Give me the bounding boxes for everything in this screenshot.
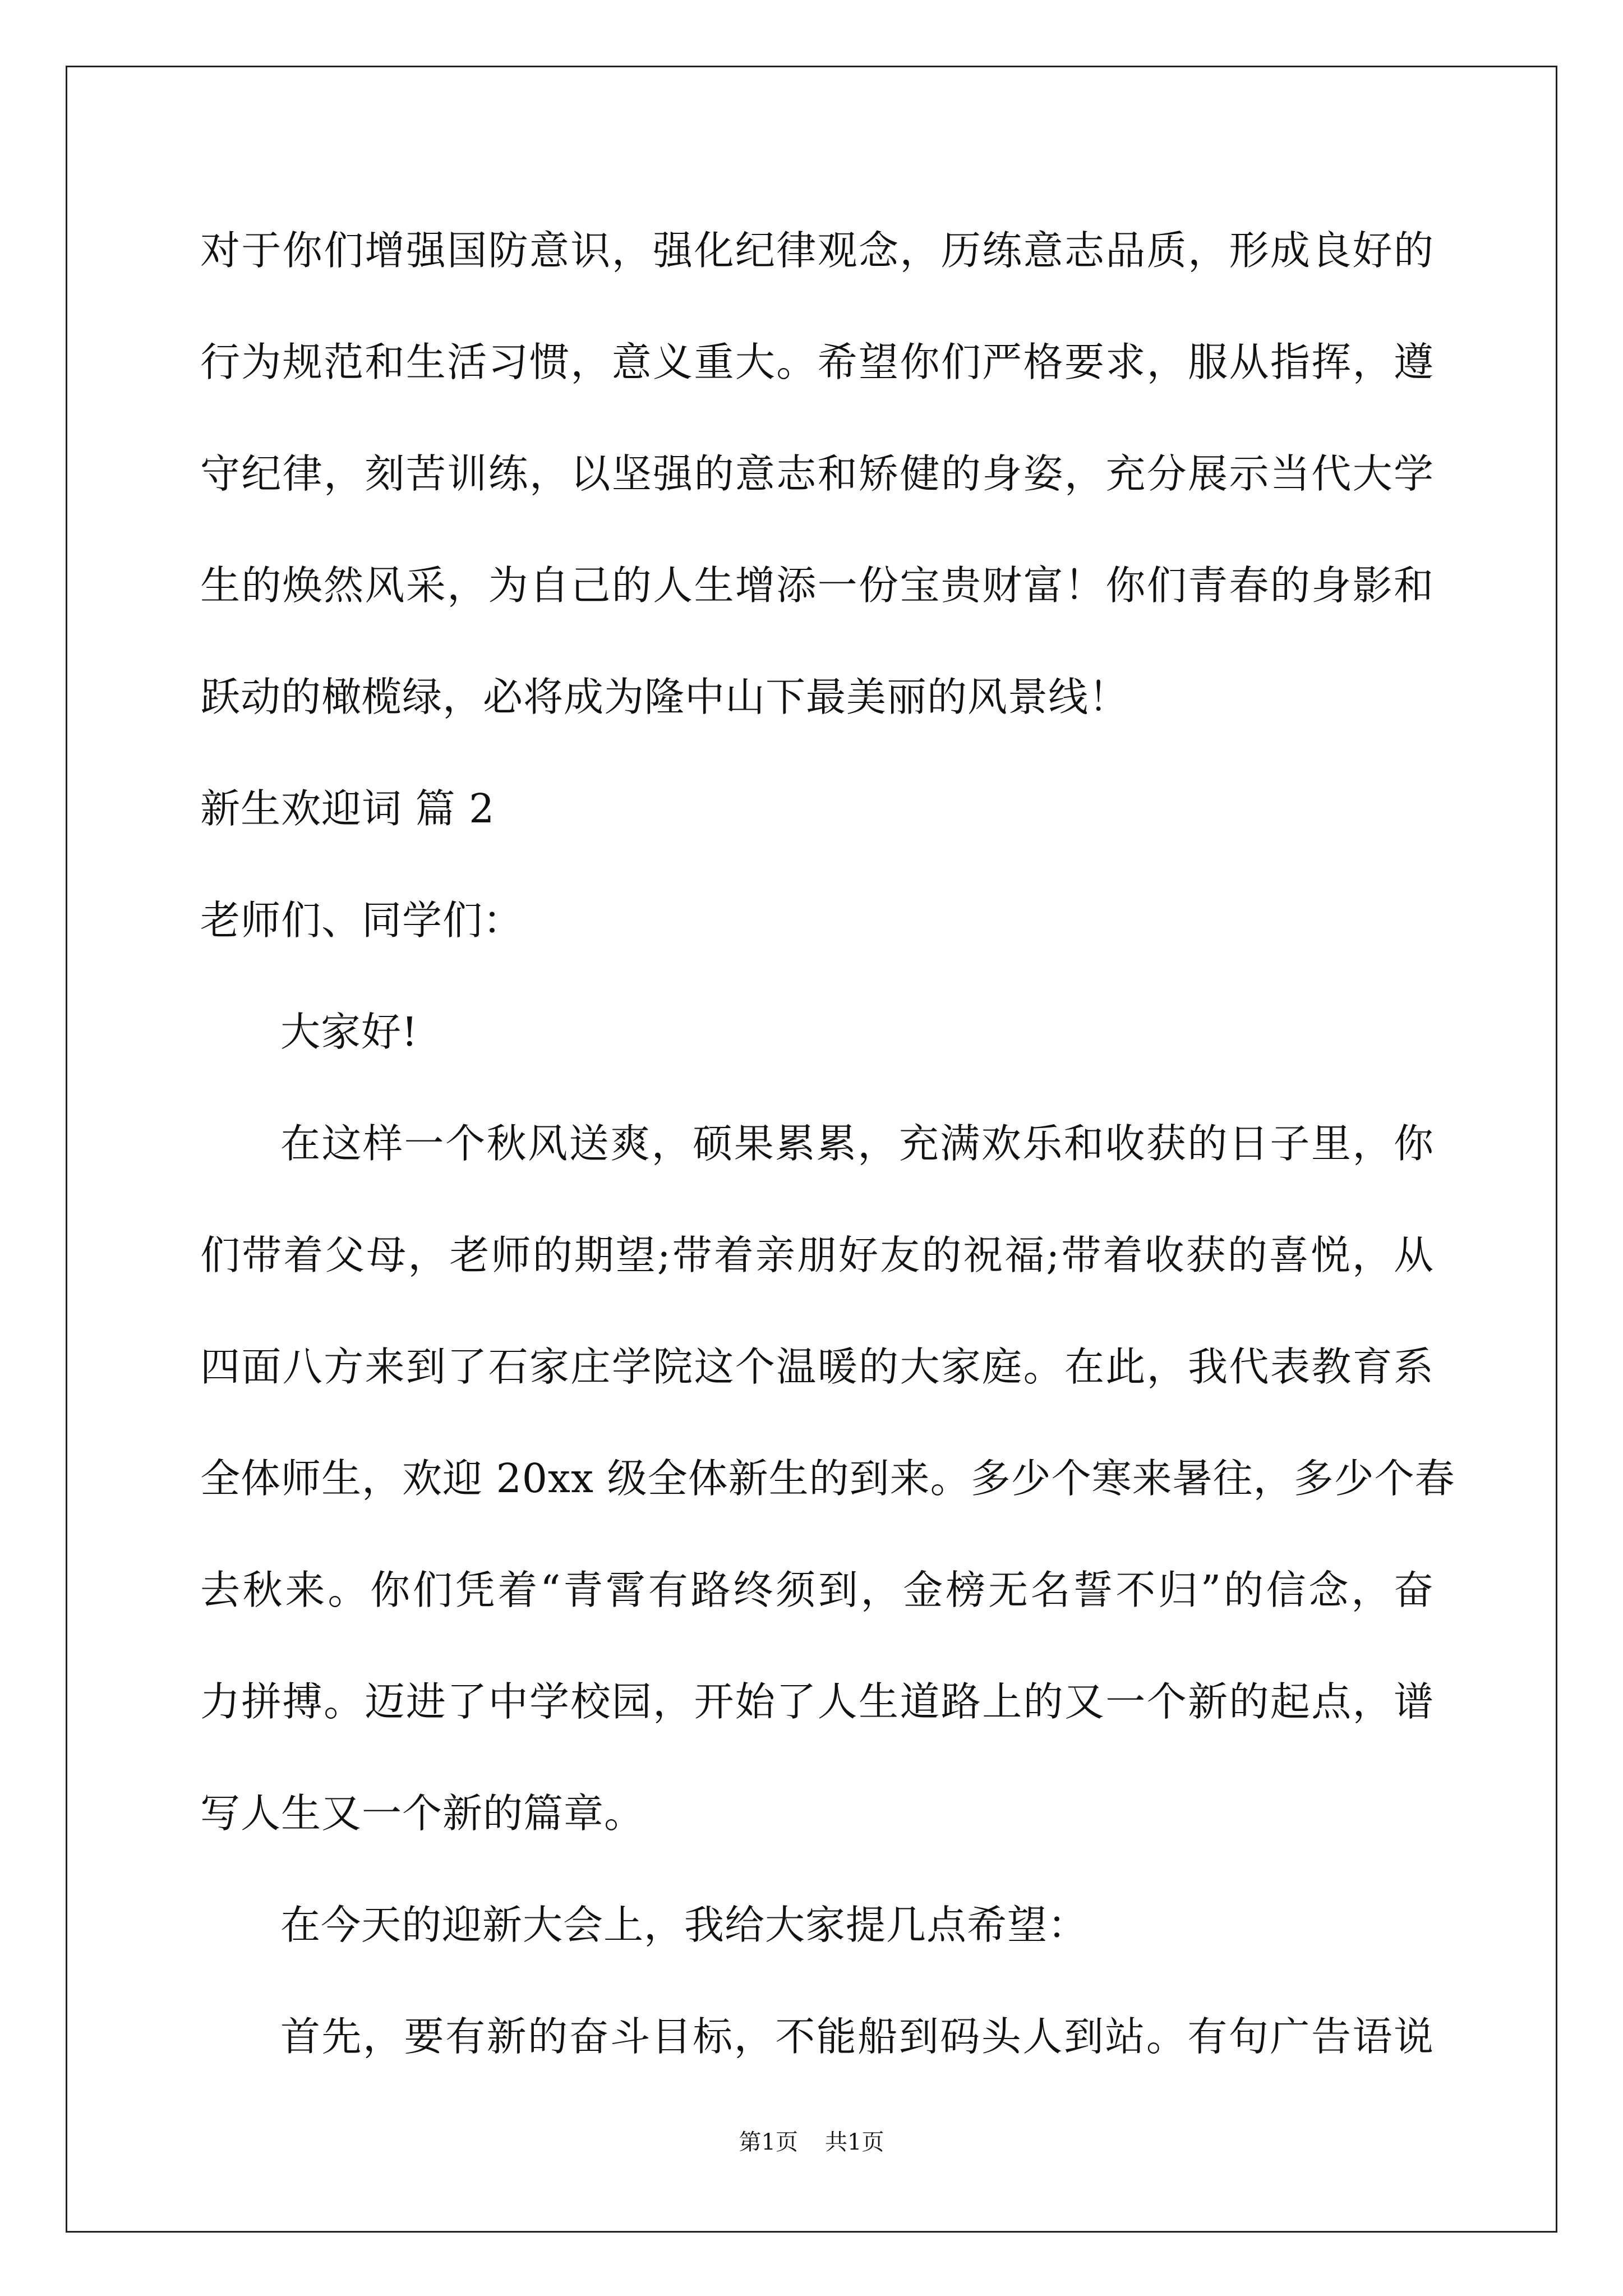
paragraph-line: 守纪律，刻苦训练，以坚强的意志和矫健的身姿，充分展示当代大学 — [200, 450, 1434, 497]
paragraph-line: 在这样一个秋风送爽，硕果累累，充满欢乐和收获的日子里，你 — [280, 1120, 1434, 1167]
paragraph-line: 行为规范和生活习惯，意义重大。希望你们严格要求，服从指挥，遵 — [200, 339, 1434, 385]
paragraph-line: 首先，要有新的奋斗目标，不能船到码头人到站。有句广告语说 — [280, 2013, 1434, 2060]
greeting: 大家好! — [280, 1009, 418, 1055]
paragraph-line: 力拼搏。迈进了中学校园，开始了人生道路上的又一个新的起点，谱 — [200, 1678, 1434, 1725]
paragraph-line: 全体师生，欢迎 20xx 级全体新生的到来。多少个寒来暑往，多少个春 — [200, 1455, 1455, 1502]
salutation: 老师们、同学们： — [200, 897, 524, 944]
paragraph-line: 四面八方来到了石家庄学院这个温暖的大家庭。在此，我代表教育系 — [200, 1343, 1434, 1390]
paragraph-line: 对于你们增强国防意识，强化纪律观念，历练意志品质，形成良好的 — [200, 227, 1434, 274]
page-footer — [0, 2128, 1623, 2156]
paragraph-line: 去秋来。你们凭着“青霄有路终须到，金榜无名誓不归”的信念，奋 — [200, 1567, 1434, 1613]
paragraph-line: 在今天的迎新大会上，我给大家提几点希望： — [280, 1902, 1089, 1948]
paragraph-line: 写人生又一个新的篇章。 — [200, 1790, 645, 1837]
section-heading: 新生欢迎词 篇 2 — [200, 785, 495, 832]
document-body — [200, 213, 1455, 2111]
paragraph-line: 跃动的橄榄绿，必将成为隆中山下最美丽的风景线！ — [200, 674, 1129, 720]
page-number: 第1页 — [739, 2129, 798, 2155]
paragraph-line: 生的焕然风采，为自己的人生增添一份宝贵财富！你们青春的身影和 — [200, 562, 1434, 609]
page-count: 共1页 — [825, 2129, 884, 2155]
paragraph-line: 们带着父母，老师的期望;带着亲朋好友的祝福;带着收获的喜悦，从 — [200, 1232, 1434, 1278]
